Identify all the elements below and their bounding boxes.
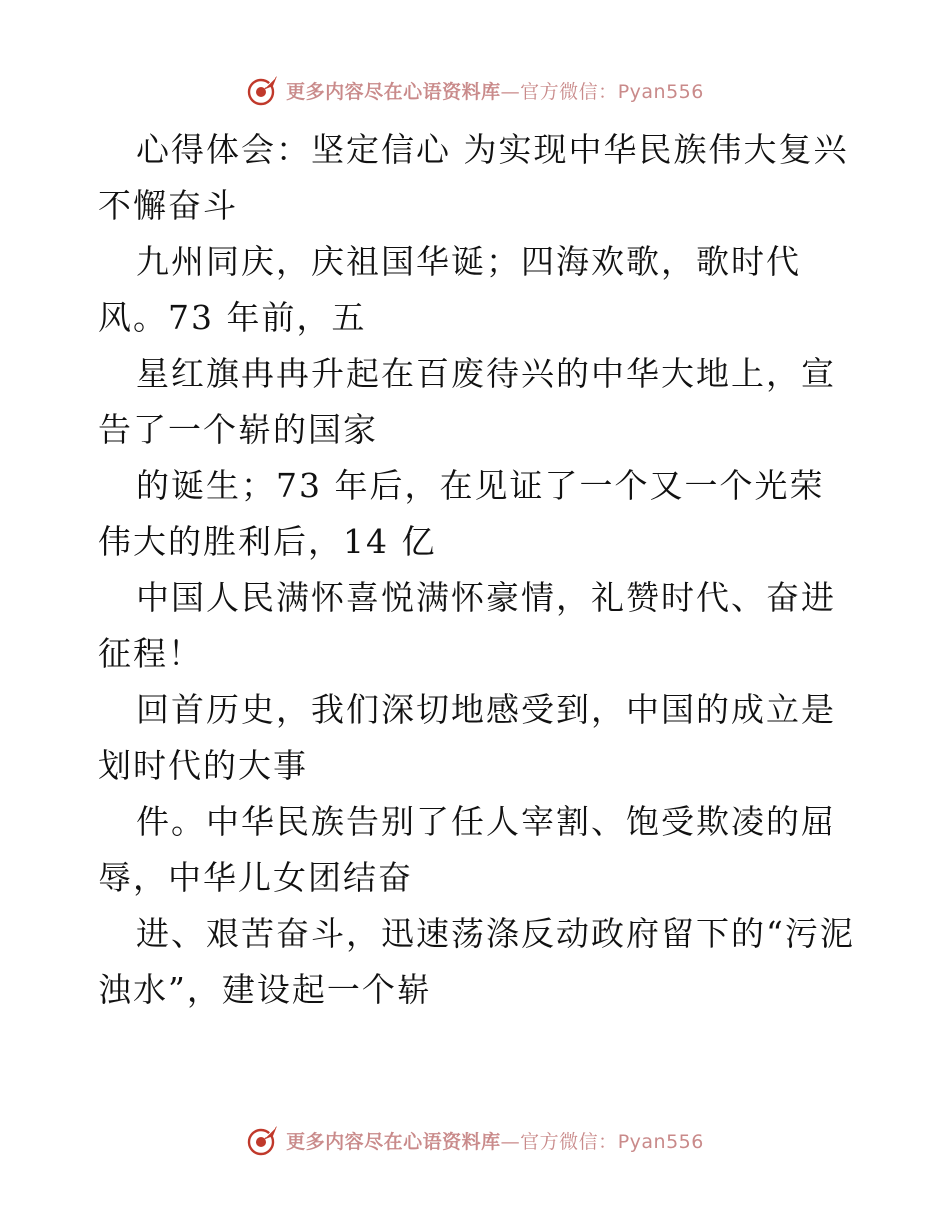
quill-logo-icon xyxy=(246,73,280,107)
document-body xyxy=(98,122,858,1018)
paragraph-2: 九州同庆，庆祖国华诞；四海欢歌，歌时代风。73 年前，五 xyxy=(98,242,801,337)
paragraph-5: 中国人民满怀喜悦满怀豪情，礼赞时代、奋进征程！ xyxy=(98,578,836,673)
paragraph-8: 进、艰苦奋斗，迅速荡涤反动政府留下的“污泥浊水”，建设起一个崭 xyxy=(98,914,855,1009)
paragraph-1: 心得体会：坚定信心 为实现中华民族伟大复兴不懈奋斗 xyxy=(98,130,849,225)
header-banner-text: 更多内容尽在心语资料库—官方微信：Pyan556 xyxy=(286,80,704,103)
paragraph-4: 的诞生；73 年后，在见证了一个又一个光荣伟大的胜利后，14 亿 xyxy=(98,466,825,561)
paragraph-7: 件。中华民族告别了任人宰割、饱受欺凌的屈辱，中华儿女团结奋 xyxy=(98,802,836,897)
header-banner xyxy=(0,70,950,110)
quill-logo-icon xyxy=(246,1123,280,1157)
paragraph-6: 回首历史，我们深切地感受到，中国的成立是划时代的大事 xyxy=(98,690,836,785)
footer-banner xyxy=(0,1120,950,1160)
paragraph-3: 星红旗冉冉升起在百废待兴的中华大地上，宣告了一个崭的国家 xyxy=(98,354,836,449)
footer-banner-text: 更多内容尽在心语资料库—官方微信：Pyan556 xyxy=(286,1130,704,1153)
